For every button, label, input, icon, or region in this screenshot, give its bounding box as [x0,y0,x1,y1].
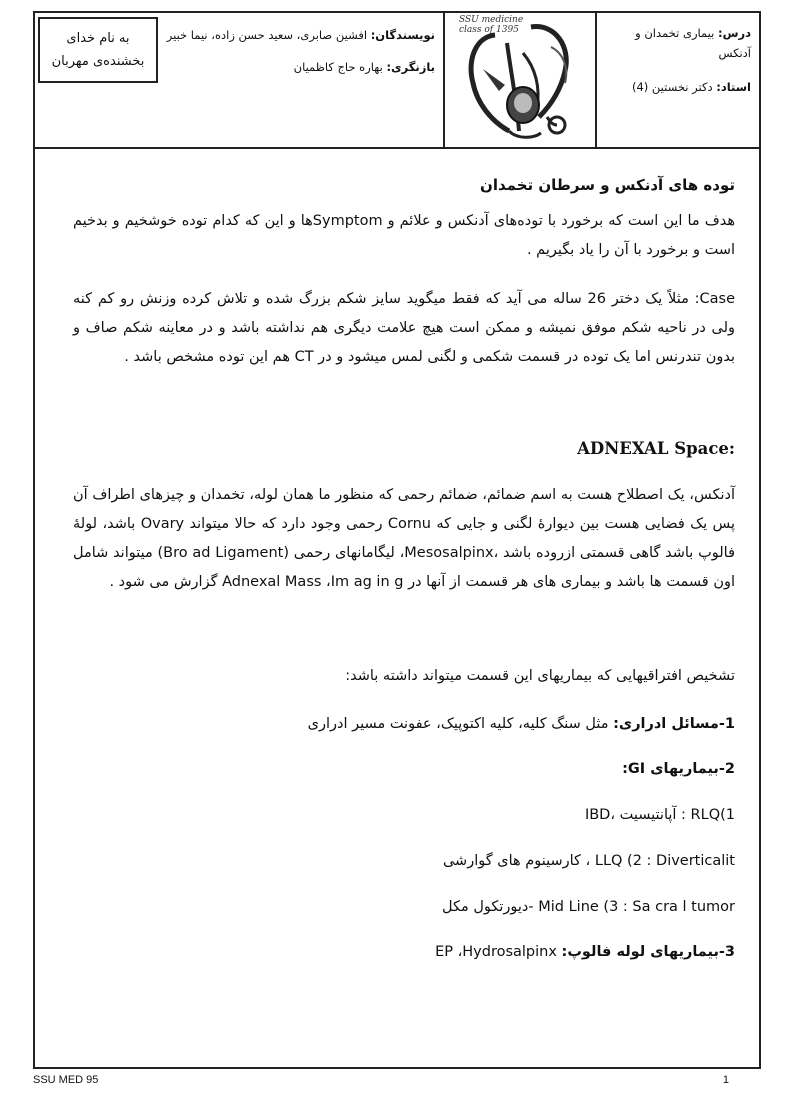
adnexal-heading: ADNEXAL Space: [577,439,735,458]
adnexal-paragraph: آدنکس، یک اصطلاح هست به اسم ضمائم، ضمائم رحمی که منظور ما همان لوله، تخمدان و چیزهای اطراف آن پس یک فضایی هست بین دیوارهٔ لگنی و جایی که Cornu رحمی وجود دارد که حالا میتواند Ovary باشد، لولهٔ فالوپ باشد گاهی قسمتی ازروده باشد ،Mesosalpinx، لیگامانهای رحمی (Bro ad Ligament) میتواند شامل اون قسمت ها باشد و بیماری های هر قسمت از آنها در Adnexal Mass ،Im ag in g گزارش می شود . [73,487,736,590]
header-table [35,13,759,149]
document-page [33,11,761,1069]
page-number: 1 [722,1074,729,1086]
course-value: بیماری تخمدان و آدنکس [635,26,751,60]
basmala-line-2: بخشنده‌ی مهربان [51,54,145,69]
ddx-intro: تشخیص افتراقیهایی که بیماریهای این قسمت میتواند داشته باشد: [345,668,735,684]
course-label: درس: [718,26,751,40]
case-paragraph: Case: مثلاً یک دختر 26 ساله می آید که فقط میگوید سایز شکم بزرگ شده و تلاش کرده وزنش رو کم کنه ولی در ناحیه شکم موفق نمیشه و ممکن است هیچ علامت دیگری هم نداشته باشد و در معاینه شکم صاف و بدون تندرنس اما یک توده در قسمت شکمی و لگنی لمس میشود و در CT هم این توده مشخص باشد . [73,291,735,365]
reviewer-label: بازنگری: [386,60,435,74]
logo-cell [443,13,595,147]
ddx-item-1 [308,716,735,732]
basmala-box [38,17,158,83]
ddx-item-3 [435,944,735,960]
intro-paragraph: هدف ما این است که برخورد با توده‌های آدنکس و علائم و Symptomها و این که کدام توده خوشخیم و بدخیم است و برخورد با آن را یاد بگیریم . [73,213,735,258]
ddx-item-2 [622,761,735,777]
authors-label: نویسندگان: [370,28,435,42]
teacher-value: دکتر نخستین (4) [631,80,713,94]
ddx-item-3-text: EP ،Hydrosalpinx [435,944,557,960]
logo-caption-line-2: class of 1395 [459,25,519,35]
basmala-line-1: به نام خدای [66,31,130,46]
authors-value: افشین صابری، سعید حسن زاده، نیما خبیر [166,28,368,42]
footer-label: SSU MED 95 [33,1074,99,1086]
stethoscope-logo-icon [447,13,595,145]
ddx-sub-3: Mid Line (3 : Sa cra l tumor -دیورتکول مکل [441,899,735,915]
ddx-item-2-label: 2-بیماریهای GI: [622,761,735,777]
teacher-label: استاد: [716,80,751,94]
ddx-sub-1: RLQ(1 : آپانتیسیت ،IBD [584,807,735,823]
course-cell [595,13,759,147]
authors-cell [156,13,443,147]
logo-caption-line-1: SSU medicine [459,15,524,25]
ddx-item-3-label: 3-بیماریهای لوله فالوپ: [561,944,735,960]
ddx-sub-2: LLQ (2 : Diverticalit ، کارسینوم های گوارشی [442,853,735,869]
ddx-item-1-text: مثل سنگ کلیه، کلیه اکتوپیک، عفونت مسیر ادراری [307,716,609,732]
section-title: توده های آدنکس و سرطان تخمدان [480,176,735,194]
reviewer-value: بهاره حاج کاظمیان [293,60,383,74]
ddx-item-1-label: 1-مسائل ادراری: [613,716,735,732]
